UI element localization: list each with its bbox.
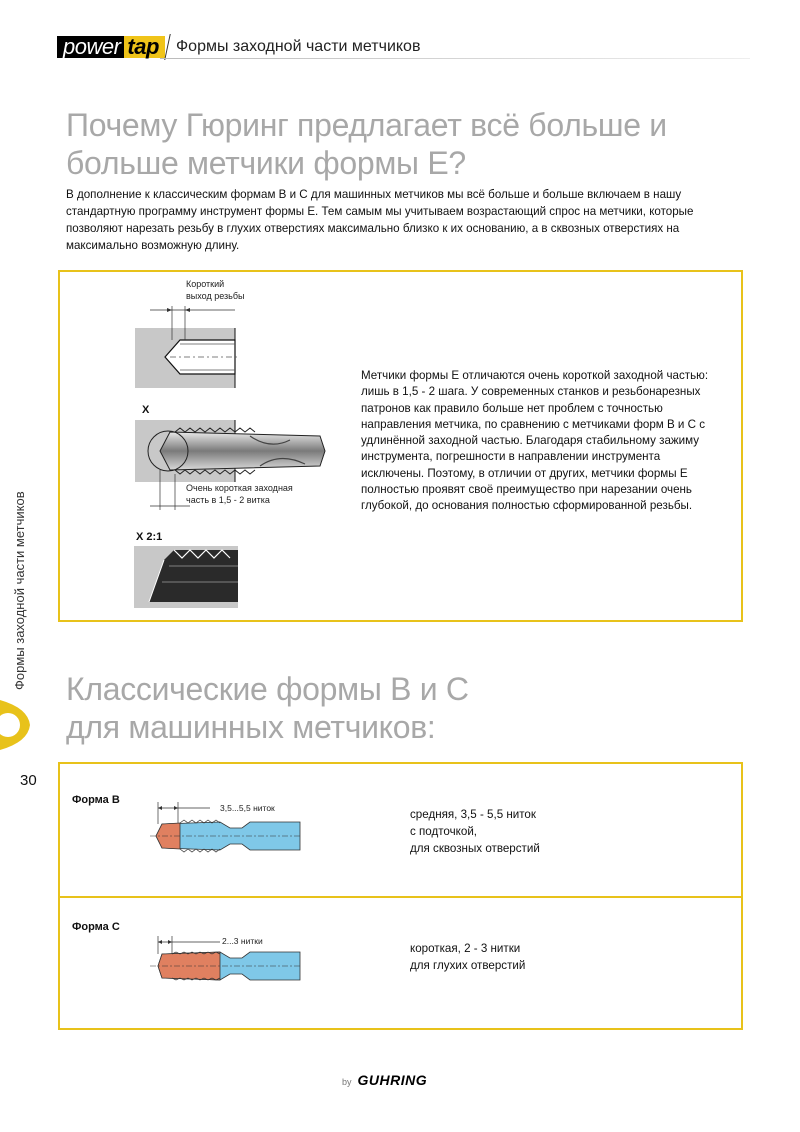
detail-marker: X [142,404,150,416]
form-c-title: Форма C [72,921,120,933]
form-b-title: Форма B [72,794,120,806]
footer-by: by [342,1077,352,1087]
form-b-dimension: 3,5...5,5 ниток [220,803,275,813]
chamfer-note-line2: часть в 1,5 - 2 витка [186,495,270,505]
header-title: Формы заходной части метчиков [176,38,421,55]
form-c-desc-line2: для глухих отверстий [410,959,526,972]
form-b-desc-line2: с подточкой, [410,825,478,838]
side-decoration-icon [0,690,40,760]
powertap-logo [57,36,165,58]
section2-heading-line1: Классические формы В и С [66,671,469,707]
section1-heading [66,106,667,182]
header-rule [160,58,750,59]
blind-hole-drawing [130,300,250,390]
logo-tap: tap [124,36,165,58]
section1-heading-line1: Почему Гюринг предлагает всё больше и [66,107,667,143]
form-b-description [410,806,540,857]
form-e-description: Метчики формы Е отличаются очень короткой заходной частью: лишь в 1,5 - 2 шага. У современных станков и резьбонарезных патронов как правило больше нет проблем с точностью направления метчика, по сравнению с метчиками форм В и С с удлинённой заходной частью. Благодаря стабильному зажиму инструмента, погрешности в направлении инструмента исключены. Поэтому, в отличии от других, метчики формы Е полностью проявят своё преимущество при нарезании очень глубокой, до основания полностью сформированной резьбы. [361,369,709,513]
form-c-description [410,940,525,974]
short-runout-label [186,278,244,302]
short-runout-line2: выход резьбы [186,291,245,301]
detail-view-drawing [134,546,238,608]
form-b-desc-line3: для сквозных отверстий [410,842,540,855]
form-c-dimension: 2...3 нитки [222,936,263,946]
side-vertical-title: Формы заходной части метчиков [12,491,27,690]
detail-scale-label: X 2:1 [136,531,163,543]
form-b-tap-drawing [150,800,300,860]
forms-divider [58,896,743,898]
form-b-desc-line1: средняя, 3,5 - 5,5 ниток [410,808,536,821]
header-separator [164,34,171,60]
section2-heading [66,670,469,746]
chamfer-note [186,482,293,506]
chamfer-note-line1: Очень короткая заходная [186,483,293,493]
guhring-logo: GUHRING [357,1072,428,1088]
footer [342,1072,427,1088]
form-c-desc-line1: короткая, 2 - 3 нитки [410,942,521,955]
section2-heading-line2: для машинных метчиков: [66,709,436,745]
logo-power: power [57,36,124,58]
page-number: 30 [20,772,37,789]
form-c-tap-drawing [150,934,300,984]
section1-intro: В дополнение к классическим формам В и С для машинных метчиков мы всё больше и больше включаем в нашу стандартную программу инструмент формы Е. Тем самым мы учитываем возрастающий спрос на метчики, которые позволяют нарезать резьбу в глухих отверстиях максимально близко к их основанию, а в сквозных отверстиях на максимально возможную длину. [66,188,694,252]
section1-heading-line2: больше метчики формы Е? [66,145,466,181]
short-runout-line1: Короткий [186,279,225,289]
